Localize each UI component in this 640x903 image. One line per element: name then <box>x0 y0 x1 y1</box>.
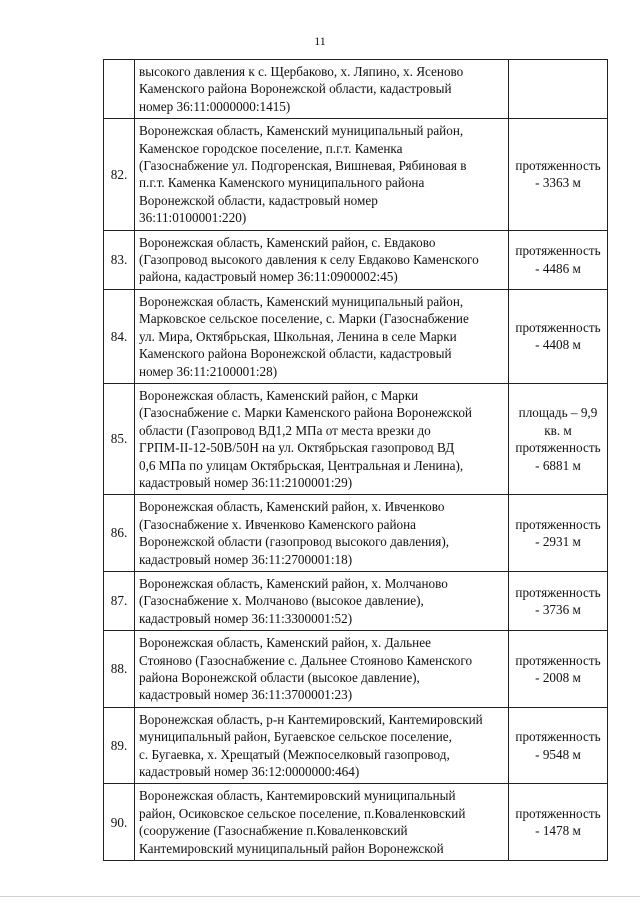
description-line: Воронежская область, Каменский район, х. Дальнее <box>139 635 431 651</box>
characteristic-line: протяженность <box>515 652 601 668</box>
description-line: с. Бугаевка, х. Хрещатый (Межпоселковый газопровод, <box>139 746 450 762</box>
description-line: области (Газопровод ВД1,2 МПа от места врезки до <box>139 422 431 438</box>
description-line: (Газоснабжение с. Марки Каменского района Воронежской <box>139 405 472 421</box>
description-line: Каменского района Воронежской области, кадастровый <box>139 346 452 362</box>
registry-table-body <box>104 60 608 861</box>
characteristic-line: - 3363 м <box>535 175 581 191</box>
table-row <box>104 571 608 630</box>
table-row <box>104 289 608 383</box>
object-description <box>135 289 509 383</box>
description-line: района, кадастровый номер 36:11:0900002:45) <box>139 269 398 285</box>
characteristic-line: протяженность <box>515 319 601 335</box>
description-line: Воронежская область, Каменский район, с Марки <box>139 387 419 403</box>
description-line: 0,6 МПа по улицам Октябрьская, Центральная и Ленина), <box>139 457 464 473</box>
description-line: кадастровый номер 36:11:3700001:23) <box>139 687 353 703</box>
characteristic-line: - 9548 м <box>535 746 581 762</box>
description-line: Каменское городское поселение, п.г.т. Каменка <box>139 140 403 156</box>
object-characteristics <box>509 784 608 861</box>
description-line: высокого давления к с. Щербаково, х. Ляпино, х. Ясеново <box>139 64 464 79</box>
description-line: 36:11:0100001:220) <box>139 210 247 226</box>
description-line: Кантемировский муниципальный район Воронежской <box>139 840 444 856</box>
object-characteristics <box>509 495 608 572</box>
description-line: Воронежская область, Кантемировский муниципальный <box>139 788 456 804</box>
row-number <box>104 60 135 119</box>
characteristic-line: - 2008 м <box>535 670 581 685</box>
description-line: (Газоснабжение ул. Подгоренская, Вишневая, Рябиновая в <box>139 158 467 174</box>
object-description <box>135 784 509 861</box>
description-line: района Воронежской области (высокое давление), <box>139 670 420 685</box>
page-bottom-edge <box>0 896 640 897</box>
object-description <box>135 495 509 572</box>
description-line: муниципальный район, Бугаевское сельское поселение, <box>139 729 452 745</box>
description-line: номер 36:11:2100001:28) <box>139 363 278 379</box>
description-line: ГРПМ-II-12-50В/50Н на ул. Октябрьская газопровод ВД <box>139 440 455 456</box>
characteristic-line: протяженность <box>515 440 601 456</box>
table-row <box>104 230 608 289</box>
object-characteristics <box>509 60 608 119</box>
description-line: Воронежской области, кадастровый номер <box>139 192 378 208</box>
description-line: Воронежская область, Каменский район, х. Молчаново <box>139 575 448 591</box>
table-row <box>104 383 608 494</box>
object-description <box>135 230 509 289</box>
table-row <box>104 631 608 708</box>
page-number: 11 <box>314 34 326 48</box>
description-line: кадастровый номер 36:12:0000000:464) <box>139 764 360 780</box>
characteristic-line: - 6881 м <box>535 457 581 473</box>
row-number: 89. <box>104 707 135 784</box>
row-number: 90. <box>104 784 135 861</box>
description-line: Стояново (Газоснабжение с. Дальнее Стояново Каменского <box>139 652 473 668</box>
object-characteristics <box>509 289 608 383</box>
table-row <box>104 60 608 119</box>
description-line: (Газоснабжение х. Ивченково Каменского района <box>139 516 417 532</box>
characteristic-line: - 1478 м <box>535 823 581 839</box>
description-line: Воронежская область, р-н Кантемировский, Кантемировский <box>139 711 483 727</box>
row-number: 88. <box>104 631 135 708</box>
description-line: ул. Мира, Октябрьская, Школьная, Ленина в селе Марки <box>139 328 457 344</box>
description-line: (Газопровод высокого давления к селу Евдаково Каменского <box>139 252 479 268</box>
characteristic-line: - 3736 м <box>535 602 581 618</box>
object-description <box>135 60 509 119</box>
table-row <box>104 119 608 230</box>
object-characteristics <box>509 383 608 494</box>
description-line: Марковское сельское поселение, с. Марки (Газоснабжение <box>139 311 469 327</box>
description-line: Воронежская область, Каменский муниципальный район, <box>139 123 464 139</box>
object-description <box>135 707 509 784</box>
description-line: кадастровый номер 36:11:2700001:18) <box>139 551 353 567</box>
object-characteristics <box>509 119 608 230</box>
object-characteristics <box>509 230 608 289</box>
description-line: Воронежской области (газопровод высокого давления), <box>139 534 450 550</box>
row-number: 82. <box>104 119 135 230</box>
description-line: Воронежская область, Каменский район, с. Евдаково <box>139 234 436 250</box>
description-line: (сооружение (Газоснабжение п.Коваленковский <box>139 823 408 839</box>
object-characteristics <box>509 571 608 630</box>
characteristic-line: - 4408 м <box>535 337 581 353</box>
characteristic-line: площадь – 9,9 <box>518 405 598 421</box>
table-row <box>104 707 608 784</box>
characteristic-line: протяженность <box>515 584 601 600</box>
description-line: Воронежская область, Каменский муниципальный район, <box>139 293 464 309</box>
description-line: Воронежская область, Каменский район, х. Ивченково <box>139 499 445 515</box>
characteristic-line: протяженность <box>515 805 601 821</box>
characteristic-line: протяженность <box>515 243 601 259</box>
object-description <box>135 571 509 630</box>
characteristic-line: - 4486 м <box>535 260 581 276</box>
characteristic-line: протяженность <box>515 729 601 745</box>
registry-table <box>103 59 608 861</box>
object-description <box>135 631 509 708</box>
object-characteristics <box>509 707 608 784</box>
object-characteristics <box>509 631 608 708</box>
description-line: кадастровый номер 36:11:2100001:29) <box>139 474 353 490</box>
description-line: Каменского района Воронежской области, кадастровый <box>139 81 452 97</box>
characteristic-line: протяженность <box>515 516 601 532</box>
characteristic-line: кв. м <box>544 422 572 438</box>
table-row <box>104 784 608 861</box>
description-line: номер 36:11:0000000:1415) <box>139 98 291 114</box>
row-number: 83. <box>104 230 135 289</box>
characteristic-line: протяженность <box>515 158 601 174</box>
characteristic-line: - 2931 м <box>535 534 581 550</box>
row-number: 85. <box>104 383 135 494</box>
description-line: кадастровый номер 36:11:3300001:52) <box>139 610 353 626</box>
table-row <box>104 495 608 572</box>
description-line: (Газоснабжение х. Молчаново (высокое давление), <box>139 593 424 609</box>
object-description <box>135 119 509 230</box>
description-line: п.г.т. Каменка Каменского муниципального района <box>139 175 425 191</box>
row-number: 87. <box>104 571 135 630</box>
row-number: 86. <box>104 495 135 572</box>
description-line: район, Осиковское сельское поселение, п.Коваленковский <box>139 805 466 821</box>
object-description <box>135 383 509 494</box>
row-number: 84. <box>104 289 135 383</box>
